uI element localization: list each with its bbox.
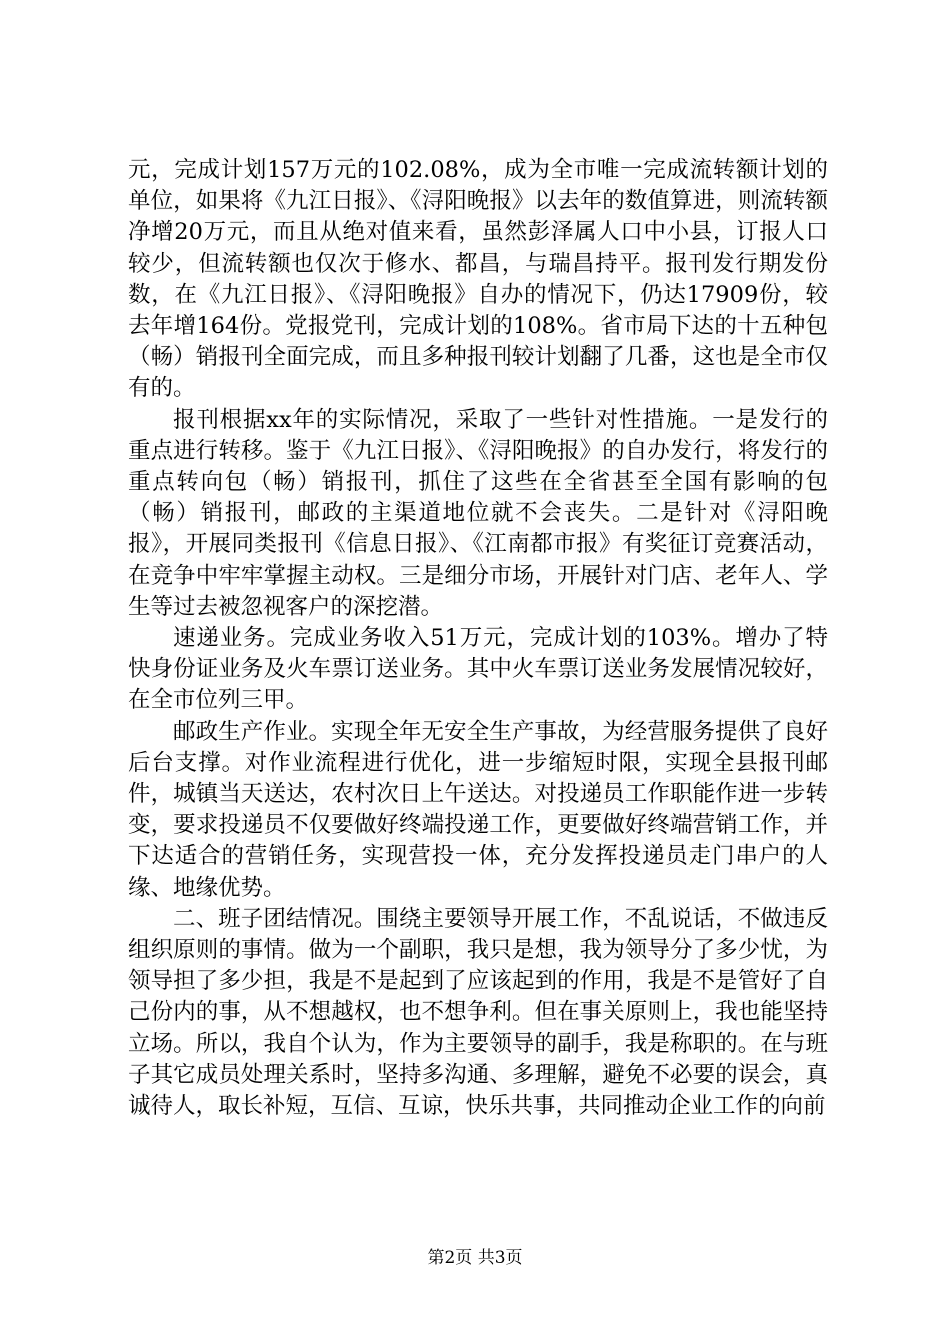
paragraph-express-business: 速递业务。完成业务收入51万元，完成计划的103%。增办了特快身份证业务及火车票订送业务。其中火车票订送业务发展情况较好，在全市位列三甲。 bbox=[128, 625, 828, 714]
page-footer: 第2页 共3页 bbox=[427, 1248, 523, 1268]
paragraph-newspaper-measures: 报刊根据xx年的实际情况，采取了一些针对性措施。一是发行的重点进行转移。鉴于《九江日报》、《浔阳晚报》的自办发行，将发行的重点转向包（畅）销报刊，抓住了这些在全省甚至全国有影响的包（畅）销报刊，邮政的主渠道地位就不会丧失。二是针对《浔阳晚报》，开展同类报刊《信息日报》、《江南都市报》有奖征订竞赛活动，在竞争中牢牢掌握主动权。三是细分市场，开展针对门店、老年人、学生等过去被忽视客户的深挖潜。 bbox=[128, 406, 828, 620]
paragraph-postal-operations: 邮政生产作业。实现全年无安全生产事故，为经营服务提供了良好后台支撑。对作业流程进行优化，进一步缩短时限，实现全县报刊邮件，城镇当天送达，农村次日上午送达。对投递员工作职能作进一步转变，要求投递员不仅要做好终端投递工作，更要做好终端营销工作，并下达适合的营销任务，实现营投一体，充分发挥投递员走门串户的人缘、地缘优势。 bbox=[128, 718, 828, 901]
paragraph-team-unity: 二、班子团结情况。围绕主要领导开展工作，不乱说话，不做违反组织原则的事情。做为一个副职，我只是想，我为领导分了多少忧，为领导担了多少担，我是不是起到了应该起到的作用，我是不是管好了自己份内的事，从不想越权，也不想争利。但在事关原则上，我也能坚持立场。所以，我自个认为，作为主要领导的副手，我是称职的。在与班子其它成员处理关系时，坚持多沟通、多理解，避免不必要的误会，真诚待人，取长补短，互信、互谅，快乐共事，共同推动企业工作的向前 bbox=[128, 905, 828, 1120]
paragraph-continuation: 元，完成计划157万元的102.08%，成为全市唯一完成流转额计划的单位，如果将《九江日报》、《浔阳晚报》以去年的数值算进，则流转额净增20万元，而且从绝对值来看，虽然彭泽属人口中小县，订报人口较少，但流转额也仅次于修水、都昌，与瑞昌持平。报刊发行期发份数，在《九江日报》、《浔阳晚报》自办的情况下，仍达17909份，较去年增164份。党报党刊，完成计划的108%。省市局下达的十五种包（畅）销报刊全面完成，而且多种报刊较计划翻了几番，这也是全市仅有的。 bbox=[128, 157, 828, 402]
document-body bbox=[128, 155, 828, 1122]
